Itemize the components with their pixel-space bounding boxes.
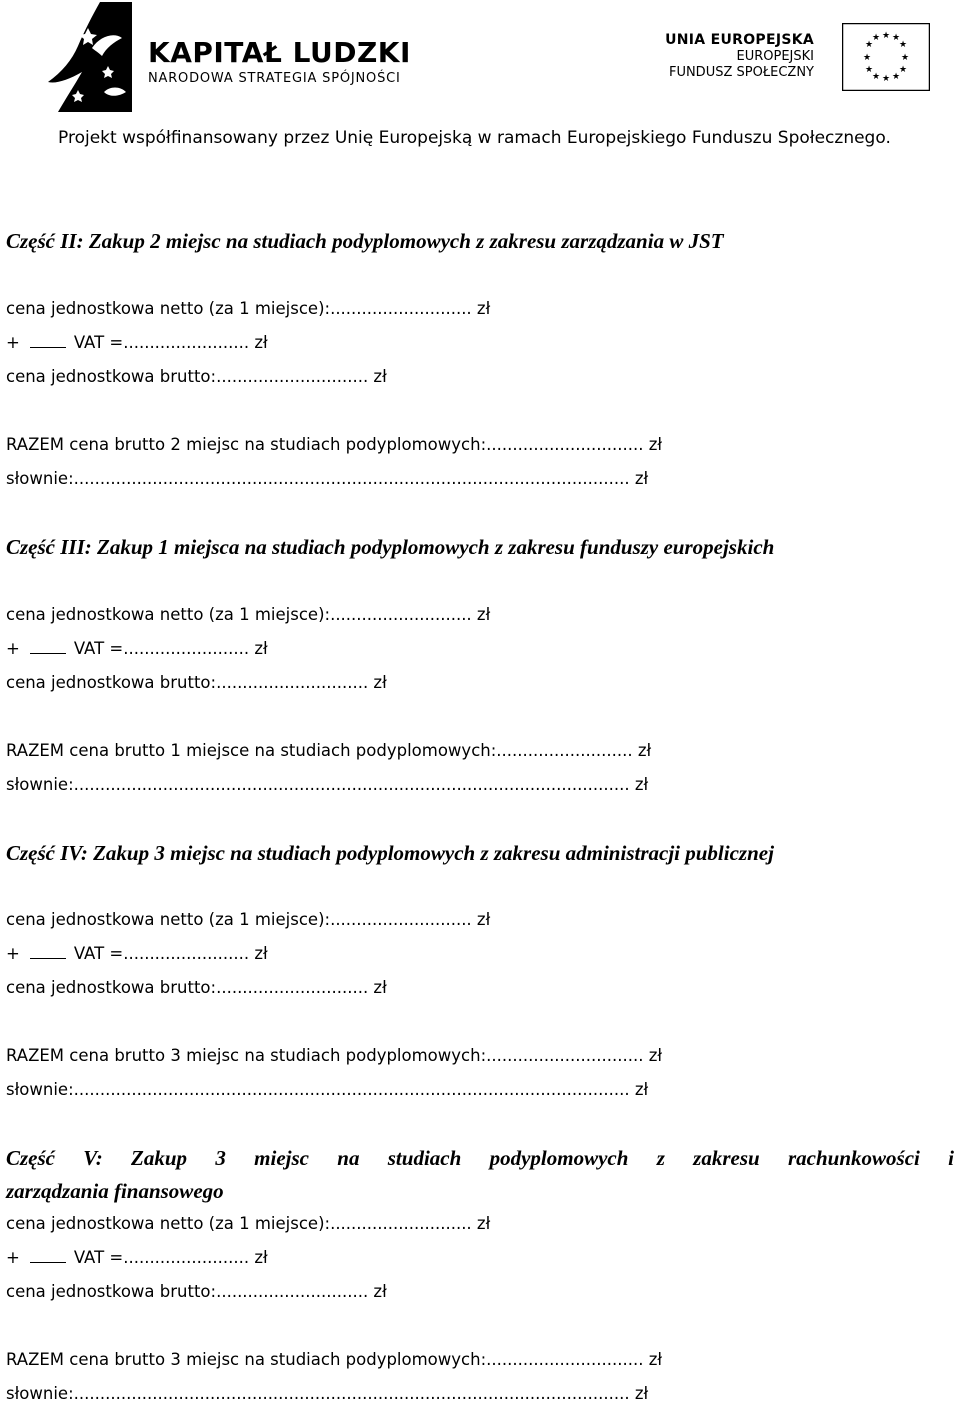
vat-line: [6, 639, 268, 658]
logo-title: KAPITAŁ LUDZKI: [148, 36, 411, 69]
netto-price-line: cena jednostkowa netto (za 1 miejsce):........................... zł: [6, 910, 491, 929]
vat-plus-sign: +: [6, 639, 20, 658]
eu-flag-icon: [842, 23, 930, 91]
vat-line: [6, 333, 268, 352]
svg-text:★: ★: [898, 65, 908, 75]
total-gross-line: RAZEM cena brutto 1 miejsce na studiach podyplomowych:.......................... zł: [6, 741, 652, 760]
total-gross-line: RAZEM cena brutto 3 miejsc na studiach podyplomowych:.............................. zł: [6, 1046, 663, 1065]
project-cofinancing-line: Projekt współfinansowany przez Unię Europejską w ramach Europejskiego Funduszu Społecznego.: [58, 128, 891, 148]
vat-plus-sign: +: [6, 944, 20, 963]
total-gross-line: RAZEM cena brutto 2 miejsc na studiach podyplomowych:.............................. zł: [6, 435, 663, 454]
vat-rate-blank[interactable]: [30, 639, 66, 654]
vat-amount-text: VAT =........................ zł: [73, 944, 268, 963]
netto-price-line: cena jednostkowa netto (za 1 miejsce):........................... zł: [6, 299, 491, 318]
svg-text:★: ★: [862, 53, 872, 63]
section-heading: Część II: Zakup 2 miejsc na studiach podyplomowych z zakresu zarządzania w JST: [6, 229, 724, 253]
vat-line: [6, 1248, 268, 1267]
vat-rate-blank[interactable]: [30, 333, 66, 348]
svg-text:★: ★: [881, 74, 891, 84]
kapital-ludzki-wordmark: [148, 38, 411, 87]
brutto-price-line: cena jednostkowa brutto:............................. zł: [6, 978, 387, 997]
brutto-price-line: cena jednostkowa brutto:............................. zł: [6, 673, 387, 692]
netto-price-line: cena jednostkowa netto (za 1 miejsce):........................... zł: [6, 605, 491, 624]
logo-subtitle: NARODOWA STRATEGIA SPÓJNOŚCI: [148, 71, 401, 86]
vat-line: [6, 944, 268, 963]
svg-text:★: ★: [864, 65, 874, 75]
amount-in-words-line: słownie:.......................................................................................................... zł: [6, 775, 649, 794]
amount-in-words-line: słownie:.......................................................................................................... zł: [6, 469, 649, 488]
svg-text:★: ★: [864, 40, 874, 50]
svg-text:★: ★: [891, 33, 901, 43]
brutto-price-line: cena jednostkowa brutto:............................. zł: [6, 1282, 387, 1301]
svg-text:★: ★: [900, 53, 910, 63]
eu-title: UNIA EUROPEJSKA: [665, 32, 814, 48]
total-gross-line: RAZEM cena brutto 3 miejsc na studiach podyplomowych:.............................. zł: [6, 1350, 663, 1369]
section-heading-continued: zarządzania finansowego: [6, 1179, 224, 1203]
eu-line2: EUROPEJSKI: [736, 49, 814, 64]
section-heading: Część IV: Zakup 3 miejsc na studiach podyplomowych z zakresu administracji publicznej: [6, 841, 774, 865]
vat-plus-sign: +: [6, 1248, 20, 1267]
vat-plus-sign: +: [6, 333, 20, 352]
amount-in-words-line: słownie:.......................................................................................................... zł: [6, 1080, 649, 1099]
svg-text:★: ★: [871, 72, 881, 82]
kapital-ludzki-logo-icon: [48, 2, 132, 112]
svg-text:★: ★: [891, 72, 901, 82]
eu-wordmark: [665, 32, 814, 81]
svg-text:★: ★: [881, 31, 891, 41]
eu-line3: FUNDUSZ SPOŁECZNY: [668, 65, 814, 80]
section-heading: Część III: Zakup 1 miejsca na studiach podyplomowych z zakresu funduszy europejskich: [6, 535, 775, 559]
vat-amount-text: VAT =........................ zł: [73, 1248, 268, 1267]
amount-in-words-line: słownie:.......................................................................................................... zł: [6, 1384, 649, 1403]
netto-price-line: cena jednostkowa netto (za 1 miejsce):........................... zł: [6, 1214, 491, 1233]
vat-rate-blank[interactable]: [30, 944, 66, 959]
brutto-price-line: cena jednostkowa brutto:............................. zł: [6, 367, 387, 386]
svg-text:★: ★: [871, 33, 881, 43]
section-heading: Część V: Zakup 3 miejsc na studiach podyplomowych z zakresu rachunkowości i: [6, 1146, 954, 1170]
vat-amount-text: VAT =........................ zł: [73, 333, 268, 352]
vat-rate-blank[interactable]: [30, 1248, 66, 1263]
vat-amount-text: VAT =........................ zł: [73, 639, 268, 658]
svg-text:★: ★: [898, 40, 908, 50]
